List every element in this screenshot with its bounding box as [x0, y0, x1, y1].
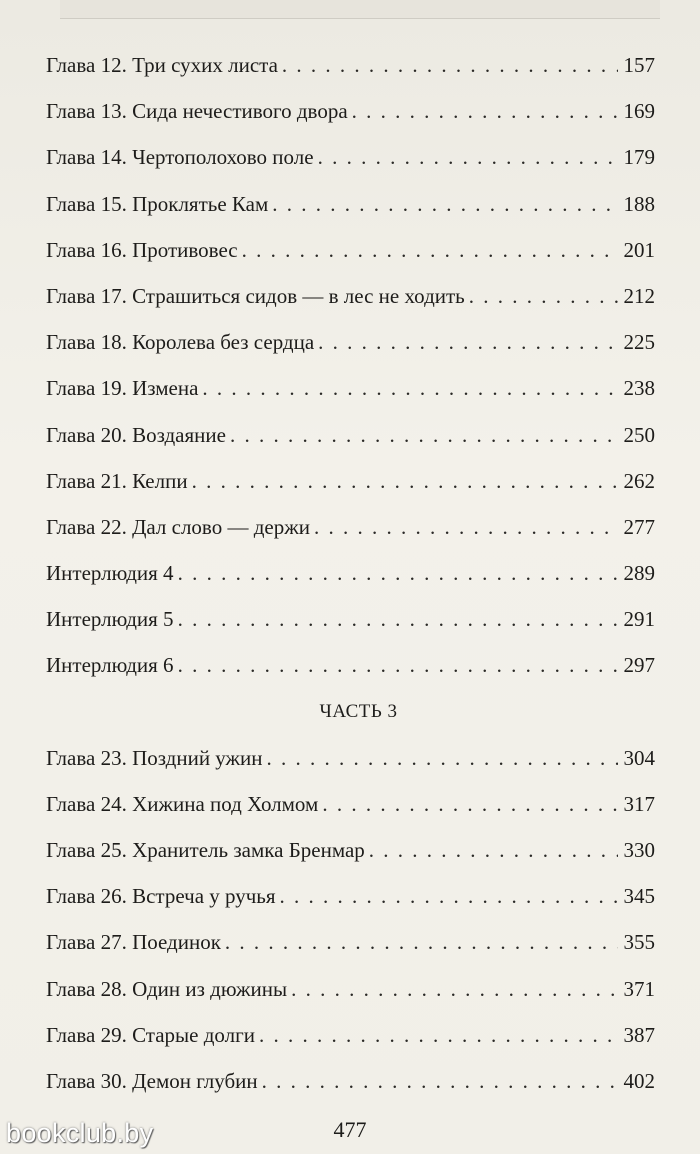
- dot-leader: [318, 319, 617, 365]
- toc-entry: [46, 735, 655, 781]
- toc-entry-title: Глава 13. Сида нечестивого двора: [46, 99, 348, 124]
- toc-entry: [46, 227, 655, 273]
- toc-entry: [46, 273, 655, 319]
- page-number: 477: [333, 1117, 367, 1142]
- toc-entry-title: Глава 23. Поздний ужин: [46, 745, 263, 770]
- toc-entry: [46, 919, 655, 965]
- toc-entry: [46, 365, 655, 411]
- toc-entry-title: Глава 21. Келпи: [46, 468, 188, 493]
- toc-entry-page: 277: [623, 514, 655, 539]
- page-top-edge: [60, 0, 660, 19]
- toc-entry-page: 188: [623, 191, 655, 216]
- toc-entry-title: Глава 26. Встреча у ручья: [46, 884, 276, 909]
- dot-leader: [280, 873, 618, 919]
- toc-entry-title: Глава 27. Поединок: [46, 930, 221, 955]
- toc-entry-page: 387: [623, 1022, 655, 1047]
- dot-leader: [192, 458, 618, 504]
- toc-entry: [46, 412, 655, 458]
- toc-entry: [46, 181, 655, 227]
- toc-entry-title: Глава 15. Проклятье Кам: [46, 191, 269, 216]
- toc-entry-page: 330: [623, 838, 655, 862]
- toc-entry-title: Интерлюдия 5: [46, 607, 174, 632]
- toc-entry-title: Глава 12. Три сухих листа: [46, 53, 278, 77]
- toc-entry-title: Глава 19. Измена: [46, 376, 199, 401]
- toc-entry: [46, 596, 655, 642]
- toc-entry-page: 304: [623, 745, 655, 770]
- toc-entry-page: 297: [623, 653, 655, 678]
- dot-leader: [318, 134, 618, 180]
- watermark: bookclub.by: [6, 1118, 154, 1148]
- toc-entry-title: Глава 22. Дал слово — держи: [46, 514, 310, 539]
- dot-leader: [225, 919, 618, 965]
- toc-entry-title: Глава 18. Королева без сердца: [46, 330, 315, 355]
- table-of-contents: [46, 42, 655, 1104]
- toc-entry-page: 345: [623, 884, 655, 909]
- dot-leader: [282, 42, 618, 88]
- toc-entry-title: Глава 25. Хранитель замка Бренмар: [46, 838, 365, 862]
- toc-entry: [46, 88, 655, 134]
- dot-leader: [259, 1012, 618, 1058]
- dot-leader: [202, 365, 617, 411]
- toc-entry-page: 371: [623, 976, 655, 1001]
- toc-entry-title: Глава 20. Воздаяние: [46, 422, 226, 447]
- toc-entry-page: 289: [623, 561, 655, 586]
- dot-leader: [267, 735, 618, 781]
- dot-leader: [262, 1058, 618, 1104]
- toc-entry-page: 201: [623, 237, 655, 262]
- toc-entry-title: Глава 29. Старые долги: [46, 1022, 255, 1047]
- toc-entry: [46, 642, 655, 688]
- toc-entry-page: 317: [623, 791, 655, 816]
- toc-entry: [46, 966, 655, 1012]
- toc-entry: [46, 781, 655, 827]
- toc-entry-page: 157: [623, 53, 655, 77]
- toc-entry-title: Глава 16. Противовес: [46, 237, 238, 262]
- toc-entry-page: 291: [623, 607, 655, 632]
- toc-entry: [46, 504, 655, 550]
- toc-entry: [46, 827, 655, 873]
- toc-list-part-2: [46, 42, 655, 689]
- toc-entry-page: 179: [623, 145, 655, 170]
- toc-entry-page: 402: [623, 1068, 655, 1093]
- toc-entry-page: 262: [623, 468, 655, 493]
- dot-leader: [242, 227, 618, 273]
- part-heading: ЧАСТЬ 3: [319, 700, 398, 722]
- dot-leader: [291, 966, 617, 1012]
- toc-entry-page: 355: [623, 930, 655, 955]
- dot-leader: [352, 88, 618, 134]
- toc-entry-title: Глава 14. Чертополохово поле: [46, 145, 314, 170]
- dot-leader: [272, 181, 617, 227]
- dot-leader: [322, 781, 617, 827]
- dot-leader: [230, 412, 618, 458]
- dot-leader: [314, 504, 618, 550]
- dot-leader: [178, 596, 618, 642]
- dot-leader: [178, 642, 618, 688]
- toc-entry-title: Интерлюдия 4: [46, 561, 174, 586]
- toc-entry-page: 250: [623, 422, 655, 447]
- toc-entry: [46, 458, 655, 504]
- toc-entry: [46, 873, 655, 919]
- toc-entry: [46, 319, 655, 365]
- toc-entry-title: Глава 30. Демон глубин: [46, 1068, 258, 1093]
- toc-entry-title: Глава 17. Страшиться сидов — в лес не ходить: [46, 283, 465, 308]
- toc-entry: [46, 1058, 655, 1104]
- toc-entry-title: Глава 24. Хижина под Холмом: [46, 791, 319, 816]
- toc-entry-page: 212: [623, 283, 655, 308]
- toc-entry: [46, 42, 655, 88]
- toc-entry: [46, 1012, 655, 1058]
- toc-entry-title: Интерлюдия 6: [46, 653, 174, 678]
- toc-entry-title: Глава 28. Один из дюжины: [46, 976, 288, 1001]
- toc-entry-page: 238: [623, 376, 655, 401]
- dot-leader: [469, 273, 618, 319]
- dot-leader: [178, 550, 618, 596]
- toc-entry: [46, 134, 655, 180]
- toc-entry-page: 225: [623, 330, 655, 355]
- toc-entry-page: 169: [623, 99, 655, 124]
- dot-leader: [369, 827, 618, 873]
- toc-entry: [46, 550, 655, 596]
- toc-list-part-3: [46, 735, 655, 1105]
